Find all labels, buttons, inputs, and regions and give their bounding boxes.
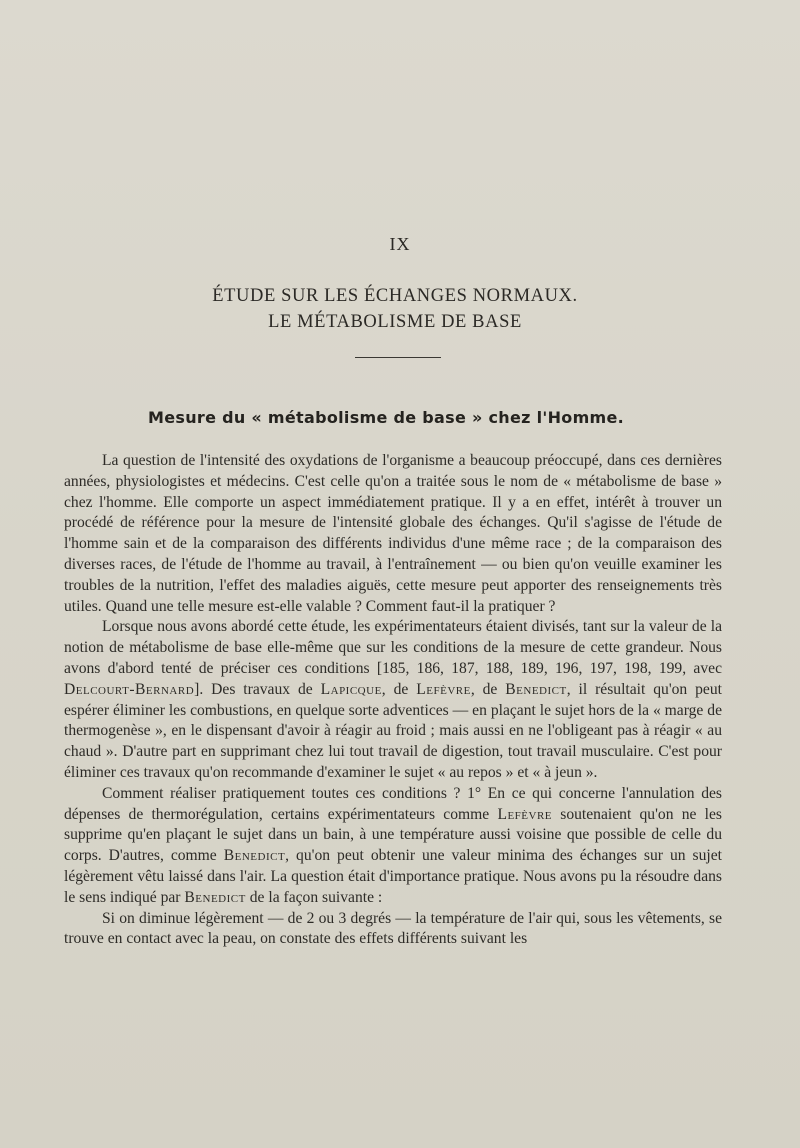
chapter-title-line-1: ÉTUDE SUR LES ÉCHANGES NORMAUX. [212, 286, 578, 306]
paragraph-3-text: Comment réaliser pratiquement toutes ces conditions ? 1° En ce qui concerne l'annulation des dépenses de thermorégulation, certains expérimentateurs comme [64, 784, 722, 823]
paragraph-1: La question de l'intensité des oxydations de l'organisme a beaucoup préoccupé, dans ces dernières années, physiologistes et médecins. C'est celle qu'on a traitée sous le nom de « métabolisme de base » chez l'homme. Elle comporte un aspect immédiatement pratique. Il y a en effet, intérêt à trouver un procédé de référence pour la mesure de l'intensité globale des échanges. Qu'il s'agisse de l'étude de l'homme sain et de la comparaison des différents individus d'une même race ; de la comparaison des diverses races, de l'étude de l'homme au travail, à l'entraînement — ou bien qu'on veuille examiner les troubles de la nutrition, l'effet des maladies aiguës, cette mesure peut apporter des renseignements très utiles. Quand une telle mesure est-elle valable ? Comment faut-il la pratiquer ? [64, 452, 722, 615]
author-name: Delcourt-Bernard [64, 680, 195, 698]
chapter-number: IX [389, 234, 411, 254]
body-text [64, 451, 722, 950]
author-name: Lefèvre [497, 805, 553, 823]
section-heading: Mesure du « métabolisme de base » chez l'Homme. [148, 408, 625, 427]
author-name: Benedict [505, 680, 567, 698]
paragraph-2-text: , de [381, 680, 417, 698]
paragraph-3-text: soutenaient qu'on ne les supprime qu'en plaçant le sujet dans un bain, à une température aussi voisine que possible de celle du corps. D'autres, comme [64, 805, 722, 865]
author-name: Lefèvre [416, 680, 471, 698]
paragraph-3 [64, 784, 722, 909]
paragraph-2-text: ]. Des travaux de [194, 680, 321, 698]
paragraph-2-text: , de [470, 680, 506, 698]
title-divider [355, 357, 441, 358]
chapter-title-line-2: LE MÉTABOLISME DE BASE [268, 312, 522, 332]
author-name: Benedict [223, 847, 286, 865]
paragraph-3-text: de la façon suivante : [245, 888, 383, 906]
paragraph-4: Si on diminue légèrement — de 2 ou 3 degrés — la température de l'air qui, sous les vêtements, se trouve en contact avec la peau, on constate des effets différents suivant les [64, 909, 722, 948]
author-name: Benedict [184, 888, 246, 906]
author-name: Lapicque [320, 680, 382, 698]
paragraph-2-text: , il résultait qu'on peut espérer éliminer les combustions, en quelque sorte adventices — en plaçant le sujet hors de la « marge de thermogenèse », en le dispensant d'avoir à réagir au froid ; mais aussi en ne l'obligeant pas à réagir « au chaud ». D'autre part en supprimant chez lui tout travail de digestion, tout travail musculaire. C'est pour éliminer ces travaux qu'on recommande d'examiner le sujet « au repos » et « à jeun ». [64, 680, 722, 781]
paragraph-2 [64, 617, 722, 783]
paragraph-2-text: Lorsque nous avons abordé cette étude, les expérimentateurs étaient divisés, tant sur la valeur de la notion de métabolisme de base elle-même que sur les conditions de la mesure de cette grandeur. Nous avons d'abord tenté de préciser ces conditions [185, 186, 187, 188, 189, 196, 197, 198, 199, avec [64, 618, 722, 677]
paragraph-3-text: , qu'on peut obtenir une valeur minima des échanges sur un sujet légèrement vêtu laissé dans l'air. La question était d'importance pratique. Nous avons pu la résoudre dans le sens indiqué par [64, 847, 722, 906]
